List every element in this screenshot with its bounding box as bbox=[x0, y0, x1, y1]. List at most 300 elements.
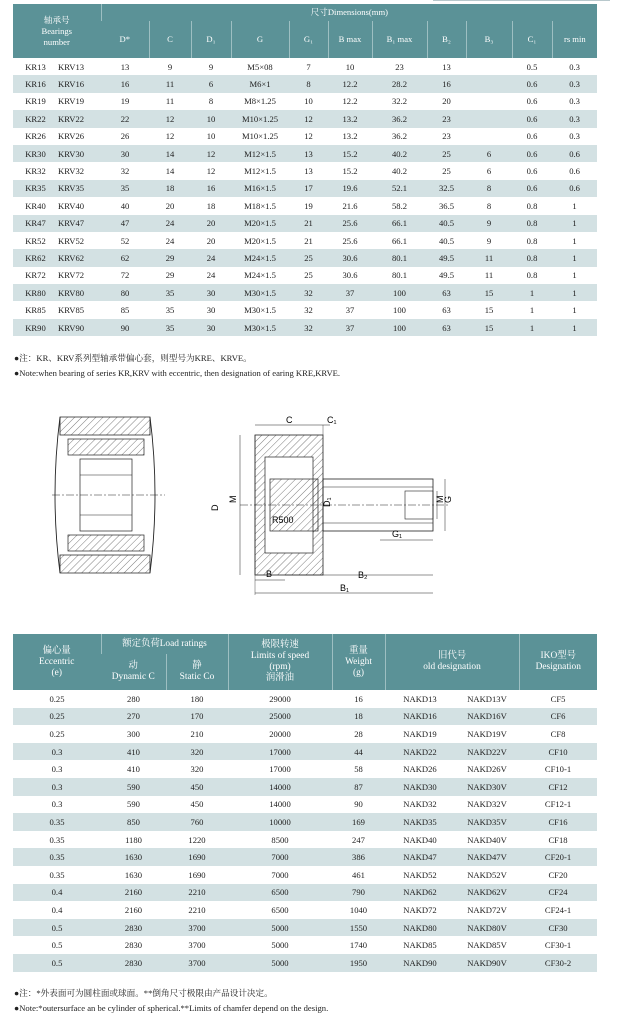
table-cell: 6 bbox=[466, 145, 512, 162]
table-cell: 5000 bbox=[228, 954, 332, 972]
table-cell: 26 bbox=[120, 131, 130, 142]
table-cell: KRV13 bbox=[58, 61, 85, 72]
table-cell: 32 bbox=[289, 319, 328, 336]
table-cell: 247 bbox=[352, 834, 365, 845]
table-cell: KRV52 bbox=[58, 235, 85, 246]
table-cell: KR19 bbox=[25, 96, 46, 107]
table-cell: 85 bbox=[120, 305, 130, 316]
table-cell: 1 bbox=[552, 249, 597, 266]
table-cell: 47 bbox=[101, 215, 149, 232]
table-cell: 37 bbox=[328, 284, 372, 301]
table-cell: KRV85 bbox=[58, 305, 85, 316]
eccentric-header bbox=[13, 634, 101, 690]
table-cell: NAKD16 bbox=[385, 708, 455, 726]
table-cell: 12 bbox=[289, 110, 328, 127]
table-cell: 6500 bbox=[271, 904, 289, 915]
table-row bbox=[13, 249, 597, 266]
table-cell: 40.5 bbox=[438, 235, 455, 246]
table-cell: NAKD22 bbox=[385, 743, 455, 761]
table-cell: 3700 bbox=[188, 940, 206, 951]
table-cell: 23 bbox=[442, 131, 451, 142]
table-cell: 16 bbox=[101, 75, 149, 92]
table-cell: NAKD90V bbox=[455, 954, 519, 972]
table-cell: 87 bbox=[332, 778, 385, 796]
table-cell: CF6 bbox=[519, 708, 597, 726]
table-cell: NAKD26 bbox=[403, 764, 437, 775]
table-cell: M12×1.5 bbox=[244, 166, 276, 177]
table-cell: 100 bbox=[372, 319, 427, 336]
table-cell: 21 bbox=[304, 235, 313, 246]
table-cell: NAKD62V bbox=[455, 884, 519, 902]
bearing-number-header bbox=[13, 4, 101, 58]
table-cell: KRV16 bbox=[58, 75, 101, 92]
table-cell: 170 bbox=[166, 708, 228, 726]
table-cell: M24×1.5 bbox=[231, 249, 289, 266]
table-cell: 760 bbox=[166, 813, 228, 831]
table-row bbox=[13, 848, 597, 866]
table-cell: KRV26 bbox=[58, 131, 85, 142]
table-cell: 90 bbox=[354, 799, 363, 810]
table-cell: KRV72 bbox=[58, 270, 85, 281]
table-cell: 0.3 bbox=[569, 96, 580, 107]
table-cell: 2830 bbox=[101, 919, 166, 937]
table-row bbox=[13, 866, 597, 884]
table-cell: KR52 bbox=[25, 235, 46, 246]
table-cell: 32 bbox=[289, 284, 328, 301]
table-cell: 2160 bbox=[101, 884, 166, 902]
table-row bbox=[13, 725, 597, 743]
table-cell: 0.35 bbox=[13, 813, 101, 831]
table-cell: M20×1.5 bbox=[244, 235, 276, 246]
table-cell: KR13 bbox=[25, 61, 46, 72]
table-cell: 1 bbox=[572, 200, 577, 211]
table-cell: 13.2 bbox=[342, 131, 358, 142]
table-cell: 12 bbox=[206, 166, 216, 177]
table-cell: 1 bbox=[572, 305, 577, 316]
table-cell: NAKD90 bbox=[385, 954, 455, 972]
weight-header-en: Weight bbox=[345, 656, 372, 667]
table-cell: 52.1 bbox=[372, 180, 427, 197]
table-row bbox=[13, 128, 597, 145]
table-cell: 7 bbox=[306, 61, 311, 72]
table-cell: M12×1.5 bbox=[231, 145, 289, 162]
table-cell: NAKD52V bbox=[467, 869, 507, 880]
label-M-left: M bbox=[228, 495, 238, 503]
table-cell: 450 bbox=[190, 799, 204, 810]
table-cell: 0.6 bbox=[512, 75, 552, 92]
table-cell: NAKD26V bbox=[467, 764, 507, 775]
table-cell: 9 bbox=[466, 215, 512, 232]
table-cell: NAKD16V bbox=[455, 708, 519, 726]
table-cell: 1 bbox=[552, 215, 597, 232]
table-cell: 0.5 bbox=[13, 954, 101, 972]
old-designation-header bbox=[385, 634, 519, 690]
dim-col-header: G₁ bbox=[289, 21, 328, 58]
table-row bbox=[13, 284, 597, 301]
table-row bbox=[13, 743, 597, 761]
table-cell: 1 bbox=[512, 319, 552, 336]
static-header-en: Static bbox=[179, 672, 202, 682]
dimensions-table bbox=[13, 4, 597, 336]
table-cell: 18 bbox=[149, 180, 191, 197]
table-cell: 8 bbox=[208, 96, 214, 107]
table-cell: KRV35 bbox=[58, 180, 101, 197]
table-cell: KR72 bbox=[25, 270, 46, 281]
table-cell: 66.1 bbox=[372, 215, 427, 232]
table-cell: 12 bbox=[304, 131, 313, 142]
table-cell: 58 bbox=[354, 764, 363, 775]
iko-header-en: Designation bbox=[535, 662, 581, 672]
table-cell: 22 bbox=[101, 110, 149, 127]
table-cell: 0.4 bbox=[51, 904, 63, 915]
table-cell: 15 bbox=[466, 284, 512, 301]
table-cell: 18 bbox=[206, 200, 216, 211]
dim-col-header: B₂ bbox=[427, 21, 466, 58]
table-cell: 210 bbox=[190, 728, 204, 739]
table-cell: 16 bbox=[191, 180, 231, 197]
table-cell: 0.3 bbox=[569, 131, 580, 142]
table-cell: 13 bbox=[304, 166, 313, 177]
table-cell: NAKD13 bbox=[403, 693, 437, 704]
table-cell: 180 bbox=[190, 693, 204, 704]
dynamic-header-sym: C bbox=[148, 672, 155, 682]
eccentric-header-en: Eccentric bbox=[39, 656, 75, 667]
table-cell: 63 bbox=[442, 305, 451, 316]
table-cell: 450 bbox=[166, 778, 228, 796]
table-cell: 0.6 bbox=[512, 145, 552, 162]
table-cell: CF18 bbox=[548, 834, 568, 845]
table-cell: 100 bbox=[393, 305, 406, 316]
table-cell: CF8 bbox=[550, 728, 566, 739]
table-cell: 63 bbox=[427, 284, 466, 301]
table-cell: 0.4 bbox=[13, 884, 101, 902]
table-cell: NAKD32V bbox=[467, 799, 507, 810]
table-cell: 66.1 bbox=[391, 235, 408, 246]
static-header-sym: Co bbox=[203, 672, 215, 682]
table-cell: KR35 bbox=[13, 180, 58, 197]
table-cell: 0.3 bbox=[552, 110, 597, 127]
table-cell: 1950 bbox=[332, 954, 385, 972]
table-cell: 1690 bbox=[188, 869, 206, 880]
table-cell: 0.3 bbox=[13, 743, 101, 761]
table-cell: 6 bbox=[486, 166, 492, 177]
table-cell: 10 bbox=[206, 131, 216, 142]
table-cell: NAKD35 bbox=[385, 813, 455, 831]
table-cell: 0.35 bbox=[49, 834, 65, 845]
table-cell: 410 bbox=[101, 743, 166, 761]
table-cell: 30 bbox=[101, 145, 149, 162]
table-cell: 11 bbox=[466, 249, 512, 266]
table-cell: 0.3 bbox=[569, 61, 580, 72]
table-cell: 12.2 bbox=[328, 75, 372, 92]
table-cell: 40.5 bbox=[427, 215, 466, 232]
table-cell: 14 bbox=[149, 145, 191, 162]
speed-header-en: Limits of speed bbox=[250, 651, 310, 661]
table-cell: 13 bbox=[289, 145, 328, 162]
table-cell: 37 bbox=[328, 319, 372, 336]
table-row bbox=[13, 110, 597, 127]
table-cell: 44 bbox=[332, 743, 385, 761]
table-cell: 2210 bbox=[166, 884, 228, 902]
table-cell: 14 bbox=[165, 166, 175, 177]
table-cell: KR30 bbox=[13, 145, 58, 162]
table-cell: 8500 bbox=[271, 834, 289, 845]
dim-col-header: G bbox=[231, 21, 289, 58]
label-C: C bbox=[286, 415, 293, 425]
table-cell bbox=[466, 75, 512, 92]
table-cell: 1 bbox=[512, 284, 552, 301]
table-cell: 13 bbox=[442, 61, 451, 72]
table-row bbox=[13, 919, 597, 937]
table-cell: CF24 bbox=[519, 884, 597, 902]
table-cell bbox=[466, 128, 512, 145]
table-cell: M10×1.25 bbox=[231, 110, 289, 127]
table-cell: 461 bbox=[352, 869, 365, 880]
dim-col-header: C bbox=[149, 21, 191, 58]
weight-header-unit: (g) bbox=[353, 667, 364, 678]
dim-col-header: C₁ bbox=[512, 21, 552, 58]
table-cell: 5000 bbox=[228, 919, 332, 937]
table-cell: NAKD30 bbox=[385, 778, 455, 796]
table-cell: CF10 bbox=[519, 743, 597, 761]
table-cell: CF12-1 bbox=[544, 799, 572, 810]
table-cell: 19 bbox=[120, 96, 130, 107]
label-R500: R500 bbox=[272, 515, 294, 525]
table-cell: M30×1.5 bbox=[231, 284, 289, 301]
table-cell: 80.1 bbox=[391, 270, 408, 281]
table-cell: NAKD19 bbox=[403, 728, 437, 739]
bearing-number-header-cn: 轴承号 bbox=[43, 14, 70, 25]
table-cell: 24 bbox=[206, 270, 216, 281]
table-cell: 25000 bbox=[228, 708, 332, 726]
table-row bbox=[13, 232, 597, 249]
table-cell: 8 bbox=[466, 180, 512, 197]
table-cell: 0.6 bbox=[569, 166, 580, 177]
table-row bbox=[13, 813, 597, 831]
note2-cn: ●注：*外表面可为圆柱面或球面。**倒角尺寸极限由产品设计决定。 bbox=[14, 988, 273, 998]
eccentric-header-unit: (e) bbox=[51, 667, 62, 678]
table-cell: 36.2 bbox=[391, 131, 408, 142]
speed-header-lub: 润滑油 bbox=[265, 673, 295, 683]
table-cell: KRV32 bbox=[58, 166, 85, 177]
table-cell bbox=[466, 58, 512, 75]
table-cell: CF20-1 bbox=[519, 848, 597, 866]
table-cell: 386 bbox=[332, 848, 385, 866]
dimensions-header: 尺寸Dimensions(mm) bbox=[101, 4, 597, 21]
table-row bbox=[13, 760, 597, 778]
table-cell: CF12 bbox=[519, 778, 597, 796]
table-row bbox=[13, 690, 597, 708]
table-cell: 790 bbox=[332, 884, 385, 902]
table-cell: 30.6 bbox=[342, 270, 358, 281]
table-cell: 1180 bbox=[125, 834, 142, 845]
table-cell: 300 bbox=[127, 728, 140, 739]
table-cell: 850 bbox=[101, 813, 166, 831]
table-cell: KRV62 bbox=[58, 249, 101, 266]
table-cell: M20×1.5 bbox=[231, 215, 289, 232]
table-cell: 19.6 bbox=[328, 180, 372, 197]
table-cell: 320 bbox=[190, 764, 204, 775]
dynamic-header-en: Dynamic bbox=[111, 672, 147, 682]
table-cell: 0.5 bbox=[526, 61, 538, 72]
table-row bbox=[13, 162, 597, 179]
table-cell: NAKD13V bbox=[467, 693, 507, 704]
load-ratings-table bbox=[13, 634, 597, 972]
table-cell: 62 bbox=[101, 249, 149, 266]
table-cell: CF30 bbox=[519, 919, 597, 937]
table-cell: M8×1.25 bbox=[244, 96, 276, 107]
table-cell: NAKD19V bbox=[467, 728, 507, 739]
table-cell: NAKD72 bbox=[403, 904, 437, 915]
top-hairline bbox=[433, 0, 610, 1]
table-cell: 29000 bbox=[269, 693, 291, 704]
table-cell: NAKD62 bbox=[385, 884, 455, 902]
static-header bbox=[166, 654, 228, 690]
table-row bbox=[13, 301, 597, 318]
label-D: D bbox=[210, 504, 220, 511]
table-cell: 30 bbox=[206, 305, 216, 316]
table-row bbox=[13, 75, 597, 92]
table-cell: 37 bbox=[345, 305, 355, 316]
table-cell: 10 bbox=[345, 61, 355, 72]
table-cell: 270 bbox=[101, 708, 166, 726]
table-cell: 23 bbox=[427, 110, 466, 127]
weight-header-cn: 重量 bbox=[349, 645, 368, 656]
table-cell bbox=[466, 110, 512, 127]
table-cell: 0.6 bbox=[526, 96, 538, 107]
note1-en: ●Note:when bearing of series KR,KRV with eccentric, then designation of earing KRE,KRVE. bbox=[14, 368, 341, 378]
speed-header-cn: 极限转速 bbox=[261, 640, 299, 650]
table-cell: KRV40 bbox=[58, 200, 85, 211]
table-cell: M16×1.5 bbox=[231, 180, 289, 197]
table-cell: NAKD52 bbox=[403, 869, 437, 880]
table-cell: 0.25 bbox=[13, 708, 101, 726]
table-cell: 0.3 bbox=[552, 75, 597, 92]
table-cell: 2160 bbox=[124, 904, 143, 915]
table-cell: 1550 bbox=[332, 919, 385, 937]
table-cell: KRV19 bbox=[58, 96, 85, 107]
table-row bbox=[13, 197, 597, 214]
table-cell: 35 bbox=[149, 284, 191, 301]
table-cell: KRV90 bbox=[58, 319, 101, 336]
table-row bbox=[13, 93, 597, 110]
table-row bbox=[13, 180, 597, 197]
table-cell: CF30-2 bbox=[519, 954, 597, 972]
table-cell: KRV22 bbox=[58, 110, 101, 127]
table-cell: KR47 bbox=[13, 215, 58, 232]
table-cell: M5×08 bbox=[247, 61, 273, 72]
table-cell: 35 bbox=[165, 305, 175, 316]
table-cell: M18×1.5 bbox=[244, 200, 276, 211]
table-cell: 6500 bbox=[228, 884, 332, 902]
table-cell: 2830 bbox=[124, 940, 143, 951]
table-cell: NAKD80 bbox=[385, 919, 455, 937]
table-cell: 15.2 bbox=[342, 166, 358, 177]
table-cell: 3700 bbox=[166, 954, 228, 972]
table-cell: 16 bbox=[354, 693, 363, 704]
table-cell: 1690 bbox=[166, 848, 228, 866]
note1-cn: ●注：KR、KRV系列型轴承带偏心套，则型号为KRE、KRVE。 bbox=[14, 353, 252, 363]
table-row bbox=[13, 831, 597, 849]
table-cell: 0.6 bbox=[526, 131, 538, 142]
table-cell: 15.2 bbox=[328, 145, 372, 162]
table-cell: NAKD22V bbox=[455, 743, 519, 761]
table-cell: 21.6 bbox=[342, 200, 358, 211]
table-cell: 1 bbox=[572, 270, 577, 281]
table-row bbox=[13, 884, 597, 902]
label-G1: G₁ bbox=[392, 529, 403, 539]
dim-col-header: D* bbox=[101, 21, 149, 58]
table-cell: 24 bbox=[165, 235, 175, 246]
table-cell: M10×1.25 bbox=[241, 131, 279, 142]
eccentric-header-cn: 偏心量 bbox=[42, 645, 71, 656]
table-cell: 10 bbox=[304, 96, 313, 107]
table-cell: KRV47 bbox=[58, 215, 101, 232]
table-cell: 21 bbox=[289, 215, 328, 232]
table-cell: 23 bbox=[395, 61, 404, 72]
table-row bbox=[13, 936, 597, 954]
table-cell: CF24-1 bbox=[544, 904, 572, 915]
old-designation-header-cn: 旧代号 bbox=[437, 651, 467, 661]
table-cell: 49.5 bbox=[438, 270, 455, 281]
table-cell: 0.6 bbox=[552, 145, 597, 162]
table-cell: M6×1 bbox=[231, 75, 289, 92]
dim-col-header: B₃ bbox=[466, 21, 512, 58]
table-cell: 14000 bbox=[269, 799, 291, 810]
table-cell: 7000 bbox=[228, 848, 332, 866]
table-cell: 20 bbox=[206, 235, 216, 246]
table-cell: CF30-1 bbox=[544, 940, 572, 951]
table-row bbox=[13, 796, 597, 814]
table-cell: 90 bbox=[101, 319, 149, 336]
label-B: B bbox=[266, 569, 273, 579]
table-cell: 1040 bbox=[349, 904, 368, 915]
table-cell: 0.25 bbox=[49, 693, 65, 704]
table-cell: 15 bbox=[466, 319, 512, 336]
table-cell: 0.8 bbox=[526, 270, 538, 281]
table-cell: NAKD40 bbox=[403, 834, 437, 845]
table-cell: 25 bbox=[289, 249, 328, 266]
table-cell: 20 bbox=[191, 215, 231, 232]
table-cell: NAKD85V bbox=[467, 940, 507, 951]
table-cell: 20000 bbox=[269, 728, 291, 739]
table-cell: 410 bbox=[127, 764, 140, 775]
table-cell: 1630 bbox=[101, 848, 166, 866]
table-cell bbox=[466, 93, 512, 110]
table-cell: KR85 bbox=[25, 305, 46, 316]
speed-header-unit: (rpm) bbox=[269, 662, 291, 672]
table-cell: KRV30 bbox=[58, 145, 101, 162]
table-cell: 40.2 bbox=[391, 166, 408, 177]
iko-header-cn: IKO型号 bbox=[540, 651, 576, 661]
table-cell: NAKD85 bbox=[403, 940, 437, 951]
table-cell: 10000 bbox=[228, 813, 332, 831]
table-cell: CF16 bbox=[519, 813, 597, 831]
table-cell: 80 bbox=[101, 284, 149, 301]
label-C1: C₁ bbox=[327, 415, 337, 425]
dim-col-header: rs min bbox=[552, 21, 597, 58]
speed-header bbox=[228, 634, 332, 690]
table-cell: 36.5 bbox=[438, 200, 455, 211]
table-cell: 1740 bbox=[349, 940, 368, 951]
table-row bbox=[13, 58, 597, 75]
table-cell: 29 bbox=[149, 249, 191, 266]
table-cell: 590 bbox=[127, 799, 140, 810]
table-cell: 5000 bbox=[271, 940, 289, 951]
table-cell: 1 bbox=[552, 319, 597, 336]
table-cell: 10 bbox=[191, 110, 231, 127]
table-cell: 24 bbox=[149, 215, 191, 232]
